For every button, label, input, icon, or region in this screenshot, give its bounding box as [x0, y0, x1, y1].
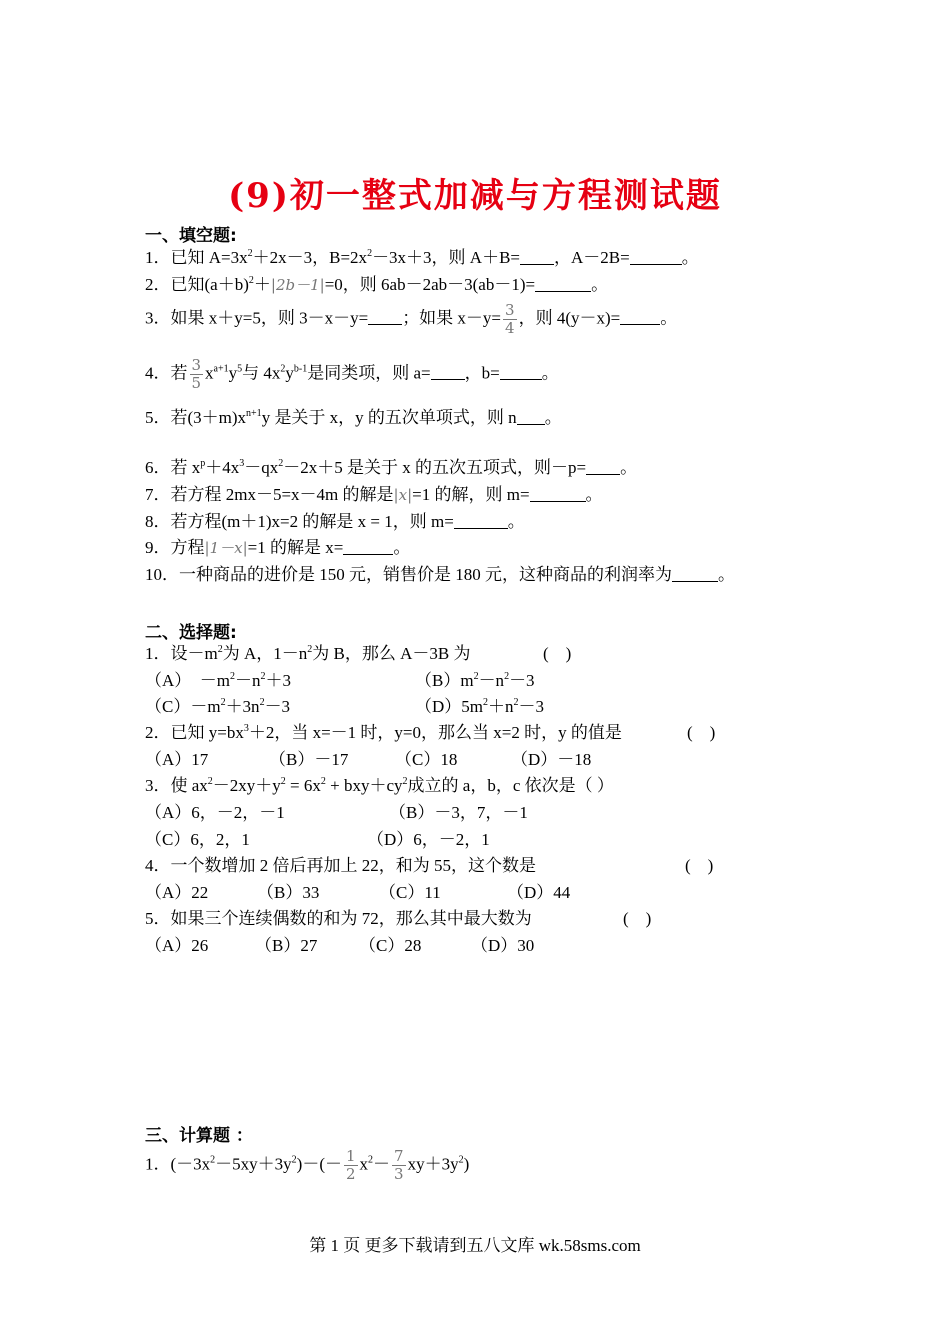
question-1-7: 7．若方程 2mx－5=x－4m 的解是|x|=1 的解，则 m= 。	[145, 485, 603, 504]
option-b[interactable]: （B）－3，7，－1	[389, 803, 528, 822]
question-2-2: 2．已知 $y=bx^3+2$，当 x=－1 时，y=0，那么当 x=2 时，y 的值是 ( )	[145, 723, 716, 742]
option-a[interactable]: （A） $-m^2-n^2+3$	[145, 671, 291, 690]
answer-blank[interactable]	[520, 249, 554, 265]
answer-blank[interactable]	[343, 539, 393, 555]
section-heading-calculation: 三、计算题 ：	[145, 1126, 253, 1146]
fraction: $\frac{3}{4}$	[505, 301, 515, 337]
question-1-9: 9．方程|1－x|=1 的解是 x= 。	[145, 538, 411, 557]
question-1-3: 3．如果 x＋y=5，则 3－x－y= ；如果 x－y= $\frac{3}{4}$ ，则 4(y－x)= 。	[145, 301, 678, 337]
answer-blank[interactable]	[535, 276, 591, 292]
answer-blank[interactable]	[368, 309, 402, 325]
option-d[interactable]: （D）－18	[511, 750, 592, 769]
question-1-2: 2．已知$(a+b)^2+|2b-1|=0$，则 6ab－2ab－3(ab－1)= 。	[145, 275, 609, 294]
page-footer: 第 1 页 更多下载请到五八文库 wk.58sms.com	[309, 1236, 641, 1255]
option-b[interactable]: （B）27	[255, 936, 318, 955]
option-d[interactable]: （D）44	[507, 883, 571, 902]
question-2-1: 1．设$-m^2$为 A，$1-n^2$为 B，那么 A－3B 为 ( )	[145, 644, 572, 663]
answer-blank[interactable]	[672, 566, 718, 582]
option-d[interactable]: $(D)5m^2+n^2-3$	[415, 697, 544, 716]
answer-blank[interactable]	[454, 513, 508, 529]
option-d[interactable]: （D）30	[471, 936, 535, 955]
question-1-1: 1．已知 $A=3x^2+2x-3$，$B=2x^2-3x+3$，则 A＋B= ，A－2B= 。	[145, 248, 699, 267]
option-d[interactable]: （D）6，－2，1	[367, 830, 490, 849]
question-1-4: 4．若 $\frac{3}{5}$ $x^{a+1}y^5$与 $4x^2y^{b-1}$是同类项，则 a= ，b= 。	[145, 356, 559, 392]
question-2-3: 3．使 $ax^2-2xy+y^2 = 6x^2 + bxy+cy^2$成立的 a，b，c 依次是（ ）	[145, 776, 614, 795]
option-a[interactable]: （A）26	[145, 936, 209, 955]
question-1-10: 10．一种商品的进价是 150 元，销售价是 180 元，这种商品的利润率为 。	[145, 565, 735, 584]
option-c[interactable]: （C）28	[359, 936, 422, 955]
answer-blank[interactable]	[630, 249, 682, 265]
answer-blank[interactable]	[431, 364, 465, 380]
absolute-value: |2b－1|	[270, 276, 325, 294]
question-1-5: 5．若$(3+m)x^{n+1}y$ 是关于 x，y 的五次单项式，则 n 。	[145, 408, 562, 427]
option-a[interactable]: （A）17	[145, 750, 209, 769]
option-b[interactable]: （B）－17	[269, 750, 349, 769]
section-heading-multiple-choice: 二、选择题:	[145, 623, 237, 643]
fraction: $\frac{7}{3}$	[394, 1147, 404, 1183]
section-heading-fill-blank: 一、填空题:	[145, 226, 237, 246]
answer-parentheses[interactable]: ( )	[687, 723, 716, 742]
question-1-6: 6．若 $x^p+4x^3-qx^2-2x+5$ 是关于 x 的五次五项式，则－p= 。	[145, 458, 638, 477]
option-c[interactable]: （C）18	[395, 750, 458, 769]
option-c[interactable]: （C）11	[379, 883, 441, 902]
answer-parentheses[interactable]: ( )	[543, 644, 572, 663]
question-2-4: 4．一个数增加 2 倍后再加上 22，和为 55，这个数是 ( )	[145, 856, 714, 875]
answer-blank[interactable]	[517, 409, 545, 425]
answer-blank[interactable]	[530, 486, 586, 502]
absolute-value: |x|	[393, 486, 413, 504]
answer-blank[interactable]	[620, 309, 660, 325]
option-a[interactable]: （A）6，－2，－1	[145, 803, 285, 822]
question-1-8: 8．若方程(m＋1)x=2 的解是 x = 1，则 m= 。	[145, 512, 525, 531]
answer-parentheses[interactable]: ( )	[623, 909, 652, 928]
fraction: $\frac{3}{5}$	[191, 356, 202, 392]
fraction: $\frac{1}{2}$	[346, 1147, 356, 1183]
question-3-1: 1．$(-3x^2-5xy+3y^2)-(-$ $\frac{1}{2}$ $x^2-$ $\frac{7}{3}$ $xy+3y^2$)	[145, 1147, 470, 1183]
answer-blank[interactable]	[586, 459, 620, 475]
option-b[interactable]: （B）33	[257, 883, 320, 902]
option-b[interactable]: $(B)m^2-n^2-3$	[415, 671, 535, 690]
page-title: (9)初一整式加减与方程测试题	[228, 176, 722, 216]
option-c[interactable]: $(C)-m^2+3n^2-3$	[145, 697, 291, 716]
answer-blank[interactable]	[500, 364, 542, 380]
question-2-5: 5．如果三个连续偶数的和为 72，那么其中最大数为 ( )	[145, 909, 652, 928]
answer-parentheses[interactable]: ( )	[685, 856, 714, 875]
option-a[interactable]: （A）22	[145, 883, 209, 902]
absolute-value: |1－x|	[204, 539, 248, 557]
option-c[interactable]: （C）6，2，1	[145, 830, 250, 849]
